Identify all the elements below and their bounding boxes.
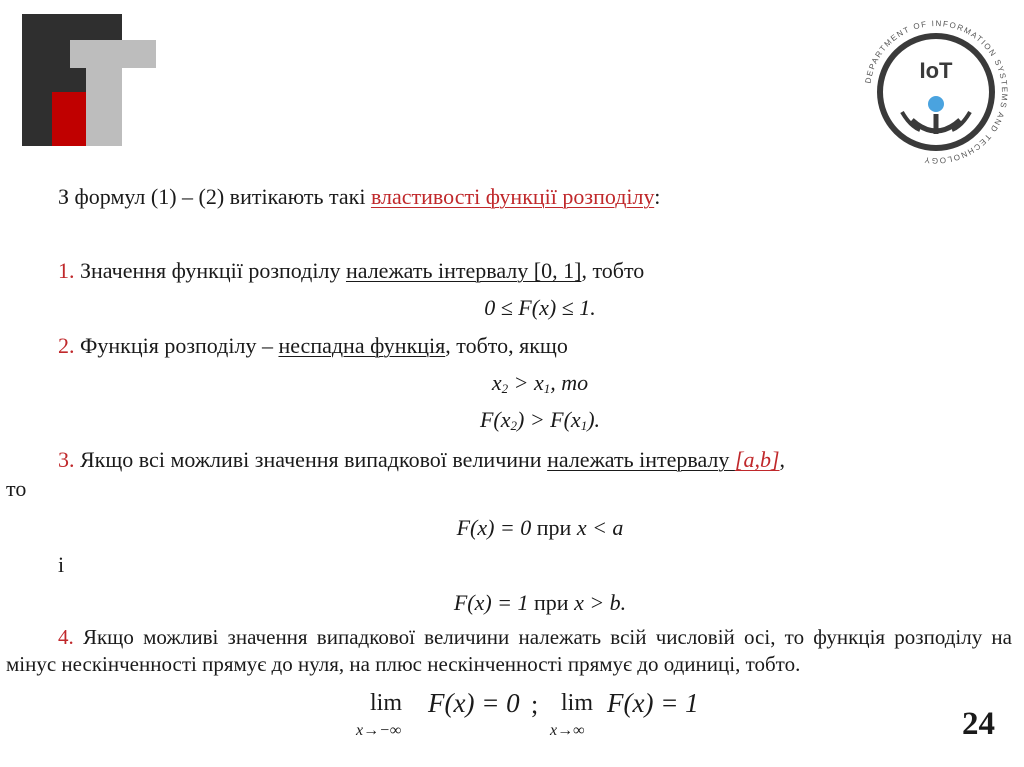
limit-word-2: lim bbox=[561, 690, 594, 716]
item-1-formula: 0 ≤ F(x) ≤ 1. bbox=[484, 295, 596, 320]
ft-logo bbox=[22, 14, 156, 146]
svg-text:IoT: IoT bbox=[919, 58, 953, 83]
limit-sub-2: x→∞ bbox=[550, 722, 585, 739]
limit-word-1: lim bbox=[370, 690, 403, 716]
item-3-formula-1: F(x) = 0 при x < a bbox=[456, 515, 624, 540]
item-2-formula: $F(x_2) > F(x_1)$. bbox=[479, 407, 601, 433]
limit-expr-2: F(x) = 1 bbox=[607, 688, 699, 718]
item-1: 1. Значення функції розподілу належать інтервалу [0, 1], тобто bbox=[58, 258, 645, 283]
limit-separator: ; bbox=[531, 690, 539, 719]
distribution-properties-link: властивості функції розподілу bbox=[370, 184, 655, 209]
item-3-conjunction: і bbox=[58, 552, 65, 577]
limit-sub-1: x→−∞ bbox=[356, 722, 402, 739]
limit-expr-1: F(x) = 0 bbox=[428, 688, 520, 718]
page-number: 24 bbox=[962, 706, 995, 742]
item-2-condition: $x_2 > x_1$, то bbox=[491, 370, 589, 396]
item-2: 2. Функція розподілу – неспадна функція, тобто, якщо bbox=[58, 333, 568, 358]
iot-logo bbox=[852, 8, 1020, 176]
item-3: 3. Якщо всі можливі значення випадкової величини належать інтервалу [a,b], bbox=[58, 447, 786, 472]
svg-text:DEPARTMENT OF INFORMATION SYST: DEPARTMENT OF INFORMATION SYSTEMS AND TECHNOLOGY bbox=[863, 18, 1010, 166]
intro-line: З формул (1) – (2) витікають такі властивості функції розподілу: bbox=[58, 184, 661, 209]
item-4: 4. Якщо можливі значення випадкової величини належать всій числовій осі, то функція розподілу на мінус нескінченності прямує до нуля, на плюс нескінченності прямує до одиниці, тобто. bbox=[6, 625, 1012, 676]
item-3-line2: то bbox=[6, 476, 27, 501]
item-3-formula-2: F(x) = 1 при x > b. bbox=[453, 590, 627, 615]
